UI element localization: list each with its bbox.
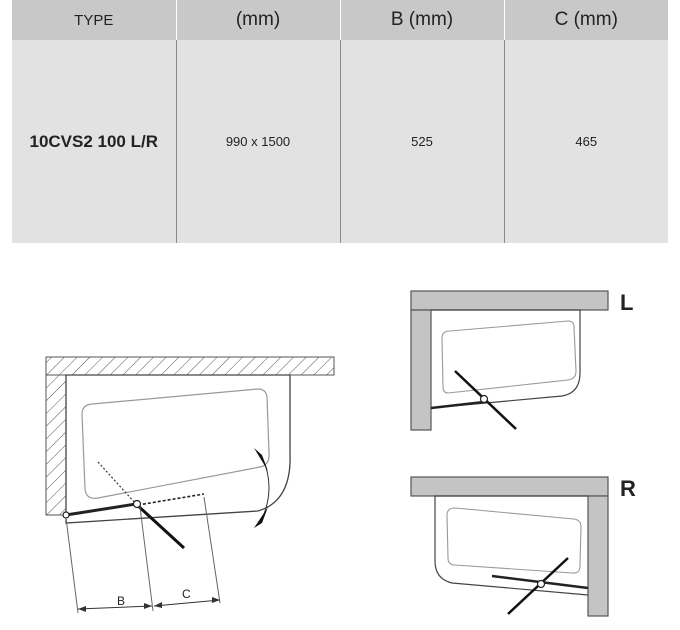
left-variant-bathtub	[431, 310, 580, 408]
left-variant-view	[411, 290, 633, 430]
dim-ext-b-left	[66, 518, 78, 613]
dim-line-b	[78, 606, 152, 609]
swing-panel-closed	[138, 494, 204, 505]
left-variant-hinge	[481, 396, 488, 403]
left-variant-side-wall	[411, 310, 431, 430]
bathtub-basin	[82, 389, 269, 498]
cell-type: 10CVS2 100 L/R	[12, 40, 176, 243]
spec-table	[12, 0, 668, 243]
dim-label-c: C	[182, 587, 191, 601]
right-variant-label: R	[620, 476, 636, 501]
cell-size: 990 x 1500	[176, 40, 340, 243]
header-b: B (mm)	[340, 0, 504, 40]
top-wall	[46, 357, 334, 375]
left-variant-basin	[442, 321, 576, 393]
table-header-row	[12, 0, 668, 40]
arrow-c-left	[154, 602, 162, 608]
arrow-b-left	[78, 606, 86, 612]
left-variant-top-wall	[411, 291, 608, 310]
installation-diagram	[0, 243, 680, 630]
arrow-b-right	[144, 603, 152, 609]
fixed-panel	[66, 504, 136, 515]
swing-panel-dotted	[98, 462, 136, 504]
table-row	[12, 40, 668, 243]
right-variant-hinge	[538, 581, 545, 588]
right-variant-side-wall	[588, 496, 608, 616]
right-variant-top-wall	[411, 477, 608, 496]
header-c: C (mm)	[504, 0, 668, 40]
right-variant-bathtub	[435, 496, 588, 595]
left-variant-label: L	[620, 290, 634, 315]
panel-hinge	[134, 501, 141, 508]
left-wall	[46, 375, 66, 515]
header-type: TYPE	[12, 0, 176, 40]
main-plan-view	[46, 357, 334, 613]
dim-ext-b-right	[140, 507, 153, 611]
swing-panel-open	[136, 504, 184, 548]
wall-hinge	[63, 512, 69, 518]
right-variant-view	[411, 476, 636, 616]
dim-label-b: B	[117, 594, 126, 608]
header-size: (mm)	[176, 0, 340, 40]
cell-b: 525	[340, 40, 504, 243]
left-variant-fixed-panel	[431, 402, 484, 408]
bathtub-outline	[66, 375, 290, 523]
cell-c: 465	[504, 40, 668, 243]
